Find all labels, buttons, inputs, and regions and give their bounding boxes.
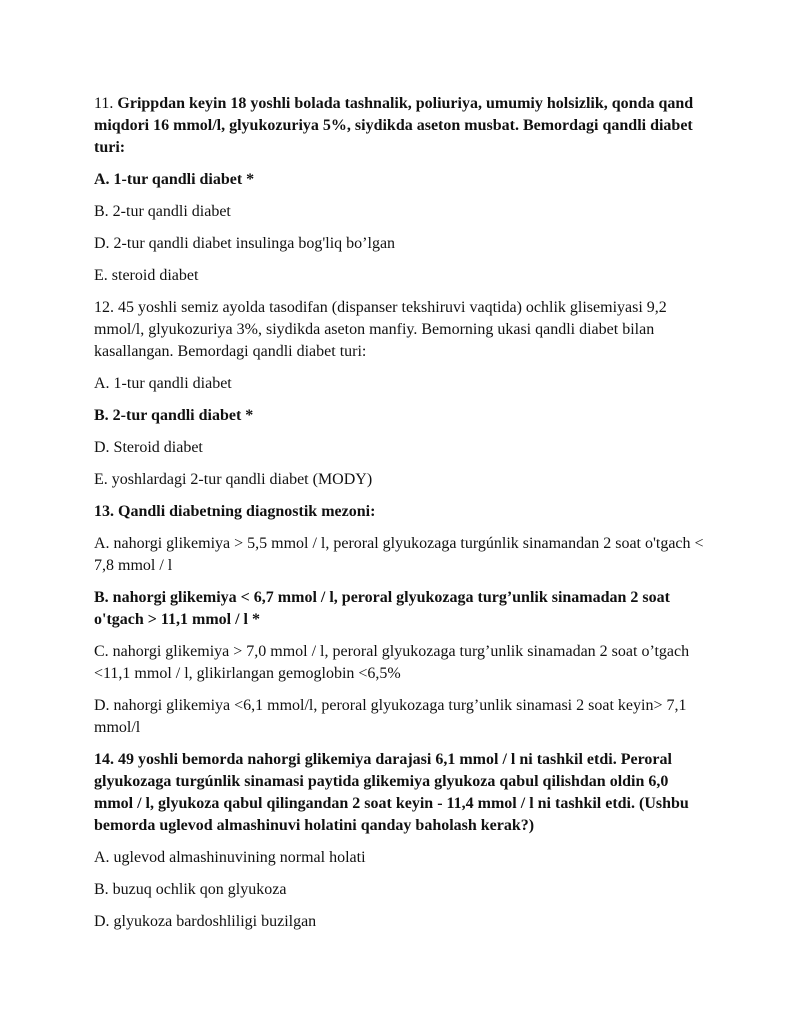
q13-option-d: D. nahorgi glikemiya <6,1 mmol/l, peroral glyukozaga turg’unlik sinamasi 2 soat keyin> 7,1 mmol/l: [94, 697, 687, 736]
q11-option-b: B. 2-tur qandli diabet: [94, 203, 231, 220]
q12-option-e: E. yoshlardagi 2-tur qandli diabet (MODY): [94, 471, 373, 488]
q11-option-d: D. 2-tur qandli diabet insulinga bog'liq bo’lgan: [94, 235, 396, 252]
q14-option-d: D. glyukoza bardoshliligi buzilgan: [94, 913, 317, 930]
q11-option-e: E. steroid diabet: [94, 267, 199, 284]
question-12-text: 12. 45 yoshli semiz ayolda tasodifan (dispanser tekshiruvi vaqtida) ochlik glisemiyasi 9,2 mmol/l, glyukozuriya 3%, siydikda aseton manfiy. Bemorning ukasi qandli diabet bilan kasallangan. Bemordagi qandli diabet turi:: [94, 299, 667, 360]
q12-option-b: B. 2-tur qandli diabet *: [94, 407, 254, 424]
q12-option-a: A. 1-tur qandli diabet: [94, 375, 232, 392]
q13-option-c: C. nahorgi glikemiya > 7,0 mmol / l, peroral glyukozaga turg’unlik sinamadan 2 soat o’tgach <11,1 mmol / l, glikirlangan gemoglobin <6,5%: [94, 643, 690, 682]
question-11-text: Grippdan keyin 18 yoshli bolada tashnalik, poliuriya, umumiy holsizlik, qonda qand miqdori 16 mmol/l, glyukozuriya 5%, siydikda aseton musbat. Bemordagi qandli diabet turi:: [94, 95, 694, 156]
question-13-text: 13. Qandli diabetning diagnostik mezoni:: [94, 503, 376, 520]
q11-option-a: A. 1-tur qandli diabet *: [94, 171, 255, 188]
q13-option-b: B. nahorgi glikemiya < 6,7 mmol / l, peroral glyukozaga turg’unlik sinamadan 2 soat o'tgach > 11,1 mmol / l *: [94, 589, 670, 628]
question-14-text: 14. 49 yoshli bemorda nahorgi glikemiya darajasi 6,1 mmol / l ni tashkil etdi. Peroral glyukozaga turgúnlik sinamasi paytida glikemiya glyukoza qabul qilishdan oldin 6,0 mmol / l, glyukoza qabul qilingandan 2 soat keyin - 11,4 mmol / l ni tashkil etdi. (Ushbu bemorda uglevod almashinuvi holatini qanday baholash kerak?): [94, 751, 689, 834]
q14-option-a: A. uglevod almashinuvining normal holati: [94, 849, 366, 866]
q14-option-b: B. buzuq ochlik qon glyukoza: [94, 881, 287, 898]
q12-option-d: D. Steroid diabet: [94, 439, 203, 456]
q13-option-a: A. nahorgi glikemiya > 5,5 mmol / l, peroral glyukozaga turgúnlik sinamandan 2 soat o'tgach < 7,8 mmol / l: [94, 535, 704, 574]
question-11: [94, 93, 710, 159]
question-11-number: 11.: [94, 95, 118, 112]
